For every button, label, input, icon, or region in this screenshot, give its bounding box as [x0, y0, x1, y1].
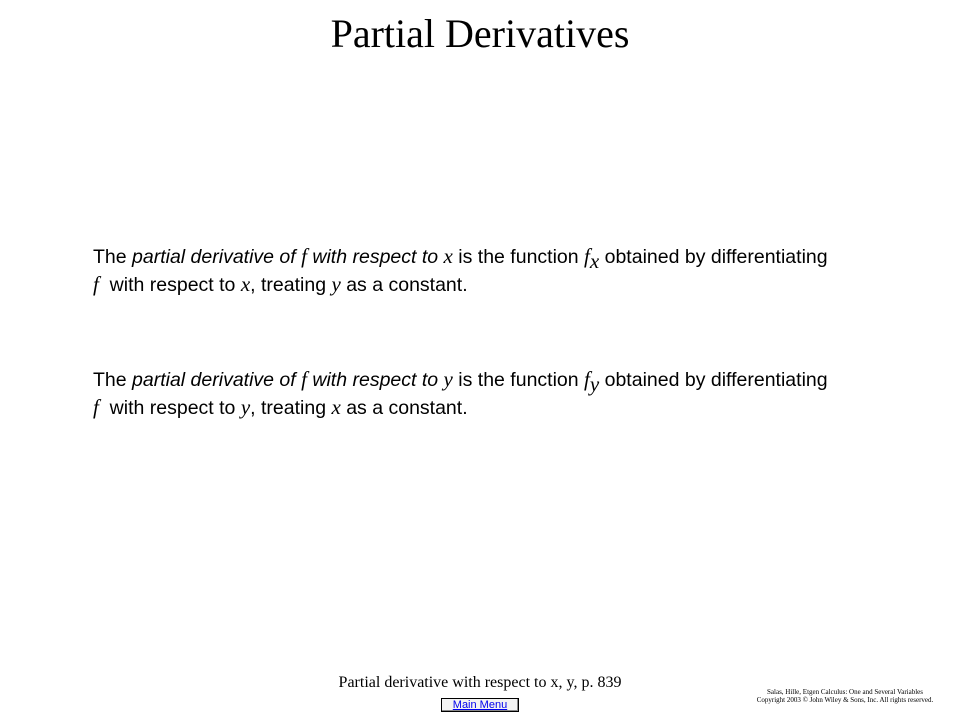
- definition-y-subscript: y: [589, 372, 600, 396]
- definition-x-text: The: [93, 246, 133, 268]
- copyright-line-rights: Copyright 2003 © John Wiley & Sons, Inc. All rights reserved.: [756, 696, 934, 704]
- definition-x-block: [93, 243, 913, 299]
- definition-y-text: obtained by differentiating: [599, 369, 828, 391]
- definition-x-function-f: f: [584, 244, 590, 268]
- definition-x-variable: x: [240, 272, 251, 296]
- definition-x-subscript: x: [589, 249, 600, 273]
- definition-x-text: is the function: [452, 246, 585, 268]
- definition-y-function-f: f: [93, 395, 99, 419]
- definition-y-function-f: f: [584, 367, 590, 391]
- definition-x-term: with respect to: [306, 246, 444, 268]
- definition-y-text: is the function: [452, 369, 585, 391]
- definition-y-block: [93, 366, 913, 422]
- definition-y-text: with respect to: [98, 397, 241, 419]
- page-title: Partial Derivatives: [330, 11, 630, 56]
- definition-x-text: as a constant.: [340, 274, 468, 296]
- definition-y-term: with respect to: [306, 369, 444, 391]
- definition-x-text: with respect to: [98, 274, 241, 296]
- definition-x-function-f: f: [93, 272, 99, 296]
- definition-y-constant-variable: x: [331, 395, 341, 419]
- definition-y-text: , treating: [250, 397, 332, 419]
- definition-y-term: partial derivative of: [132, 369, 302, 391]
- definition-x-constant-variable: y: [331, 272, 341, 296]
- slide-caption: Partial derivative with respect to x, y, p. 839: [338, 674, 622, 691]
- definition-y-text: The: [93, 369, 133, 391]
- main-menu-button[interactable]: Main Menu: [441, 698, 519, 712]
- definition-x-term: partial derivative of: [132, 246, 302, 268]
- definition-y-variable: y: [240, 395, 251, 419]
- definition-x-text: obtained by differentiating: [599, 246, 828, 268]
- definition-y-text: as a constant.: [340, 397, 468, 419]
- definition-y-function-f: f: [301, 367, 307, 391]
- definition-x-variable: x: [443, 244, 453, 268]
- copyright-notice: [730, 688, 960, 704]
- definition-x-function-f: f: [301, 244, 307, 268]
- definition-x-text: , treating: [250, 274, 332, 296]
- definition-y-variable: y: [443, 367, 453, 391]
- copyright-line-book: Salas, Hille, Etgen Calculus: One and Several Variables: [767, 688, 923, 696]
